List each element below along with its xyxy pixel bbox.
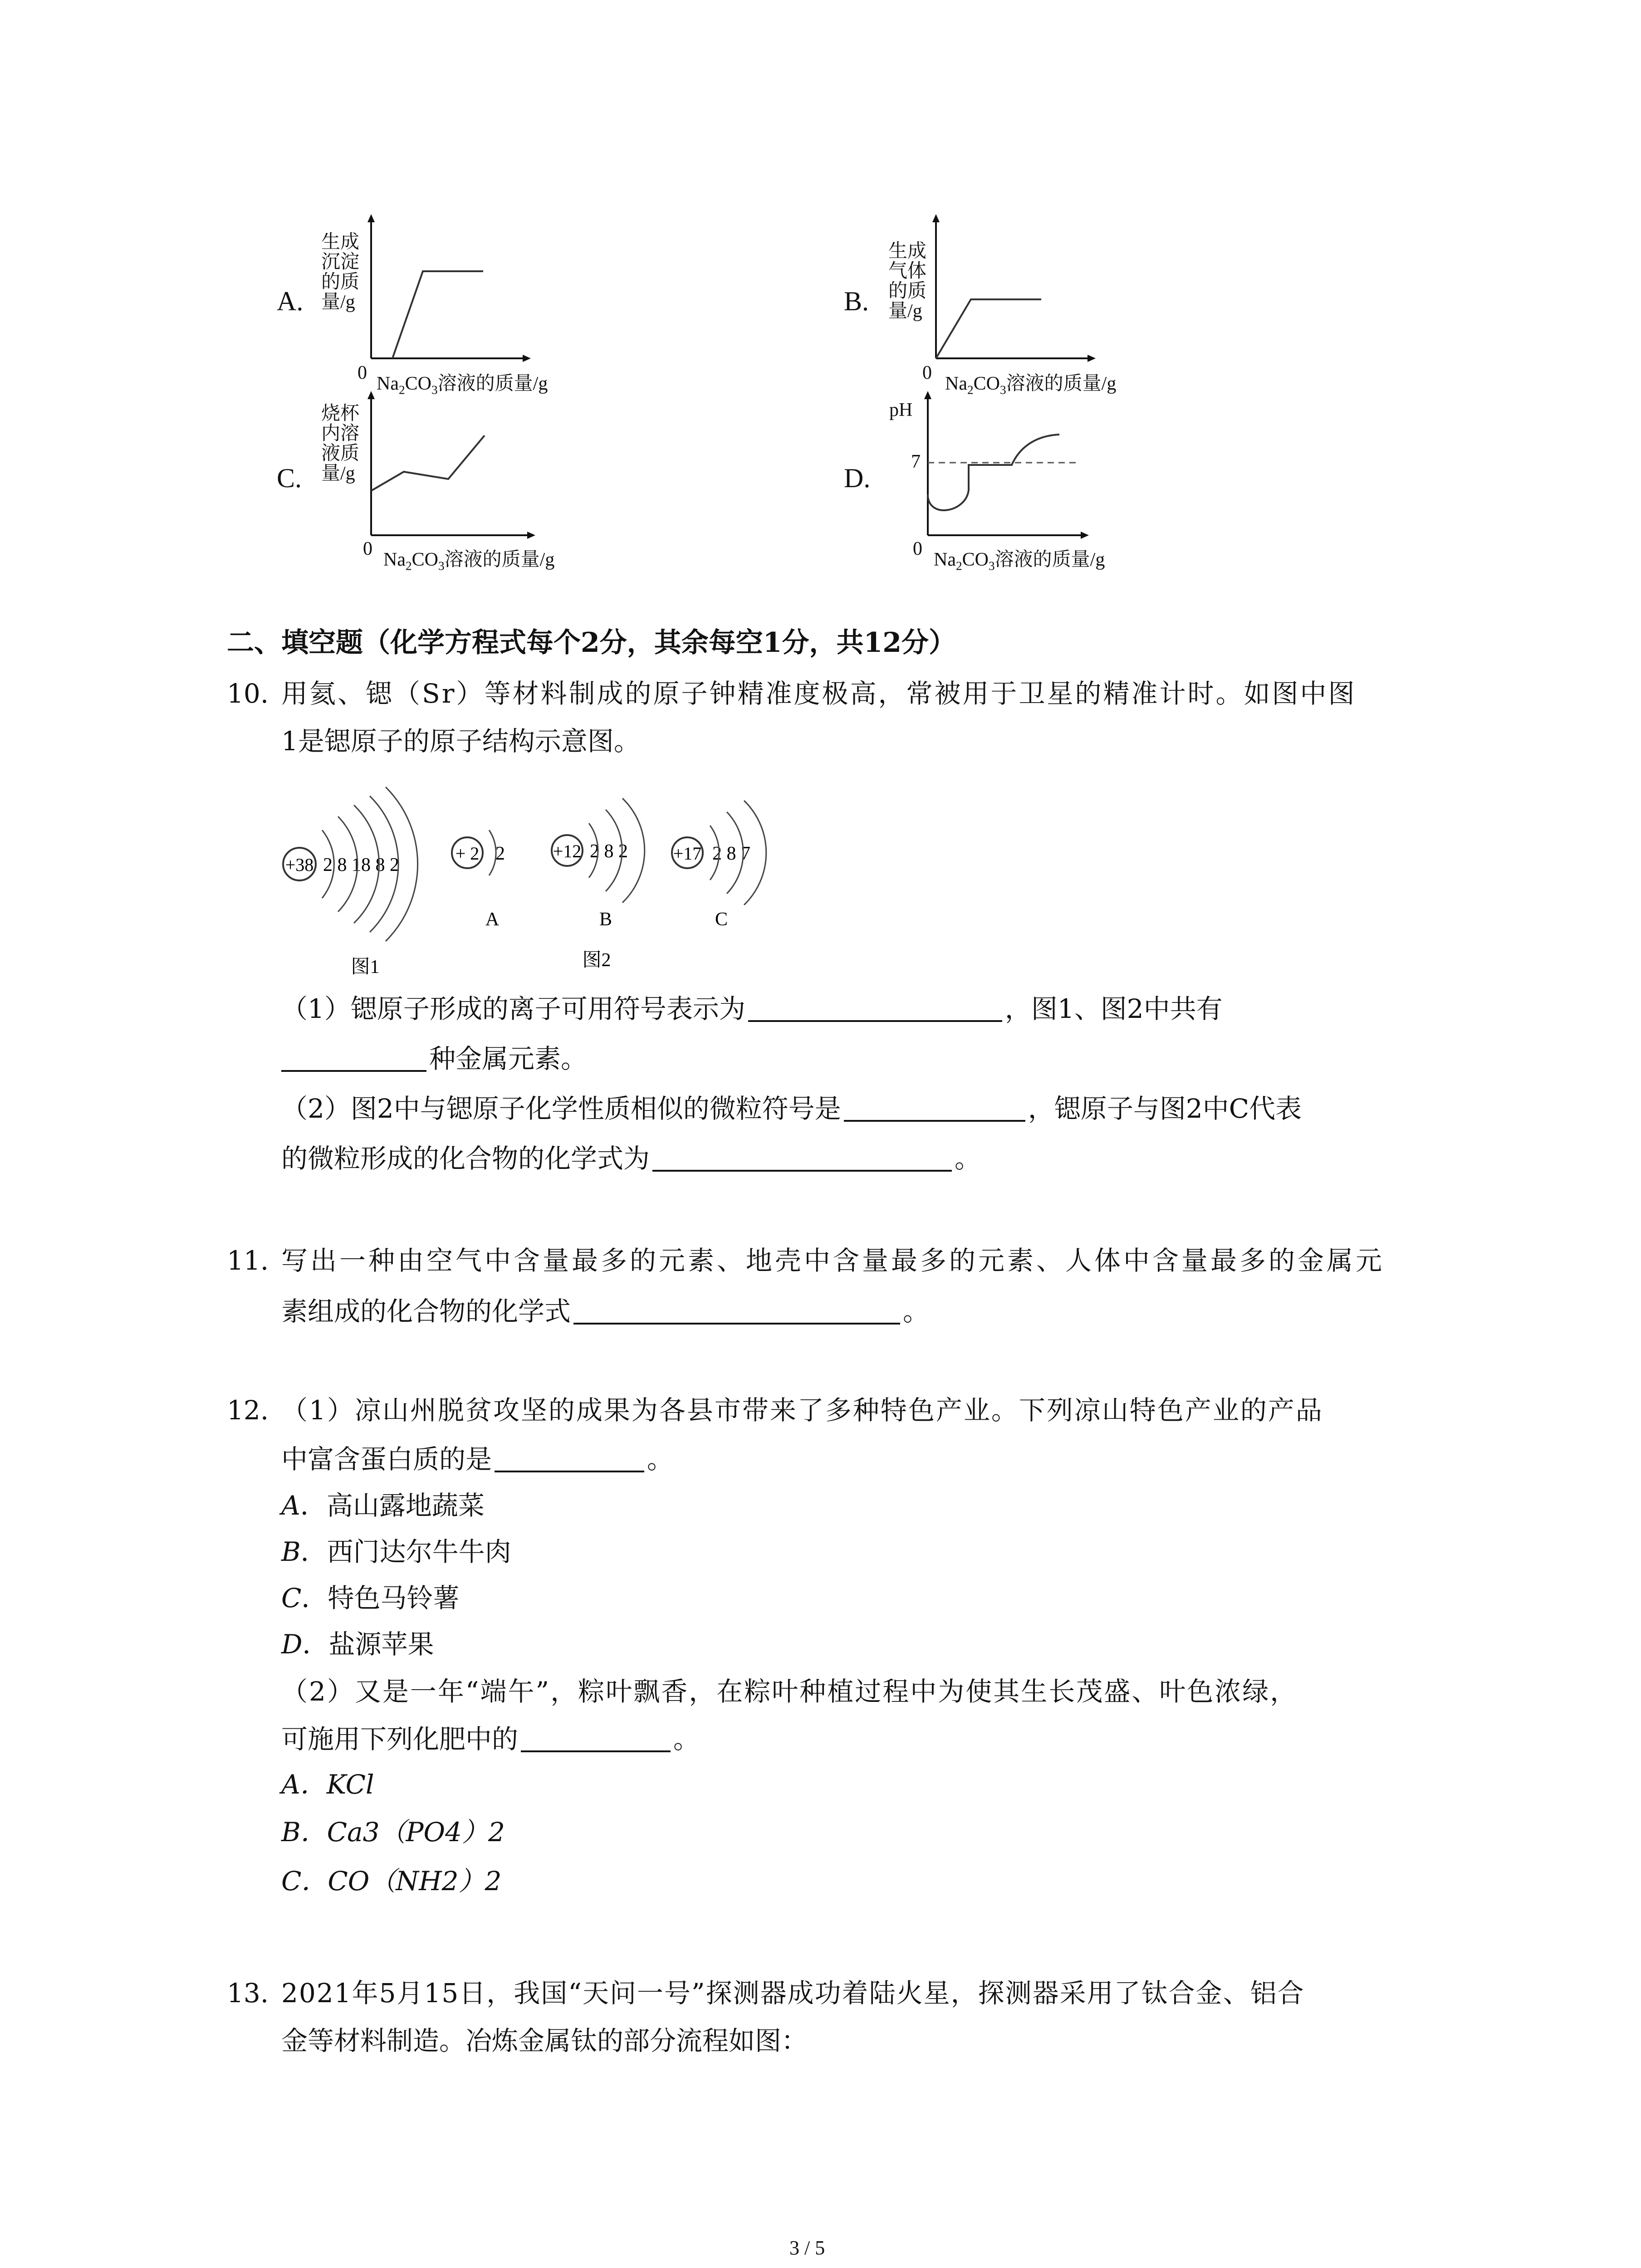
- option-key: B: [281, 1817, 301, 1848]
- graph-d-ylabel: pH: [889, 400, 913, 420]
- q10-blank-3[interactable]: [844, 1096, 1025, 1122]
- q10-part1-row: [281, 993, 1223, 1024]
- graph-b-origin: 0: [922, 362, 932, 383]
- q12-option-c: [281, 1585, 459, 1611]
- ylabel-line: 的质: [321, 272, 360, 293]
- q10-p1b: ，图1、图2中共有: [1004, 993, 1223, 1024]
- q10-p2b: ，锶原子与图2中C代表: [1028, 1093, 1302, 1124]
- q12-option-b: [281, 1536, 511, 1567]
- xlabel-text: 溶液的质量/g: [444, 549, 555, 570]
- atom-diagrams: [272, 767, 771, 984]
- atom-c-shells: 2 8 7: [712, 843, 750, 864]
- option-key: A: [281, 1769, 300, 1800]
- ylabel-line: 生成: [321, 232, 360, 253]
- ylabel-line: 液质: [321, 443, 360, 464]
- option-key: B: [281, 1536, 301, 1567]
- option-text: ．CO（NH2）2: [301, 1866, 502, 1897]
- q12-line2b: 。: [647, 1444, 674, 1475]
- option-text: ．Ca3（PO4）2: [300, 1817, 505, 1848]
- atom-a-label: A: [485, 909, 500, 930]
- atom-a-shells: 2: [495, 843, 505, 864]
- q10-p2d: 。: [955, 1143, 981, 1174]
- q11-line2a: 素组成的化合物的化学式: [281, 1296, 571, 1327]
- graph-a-plot: [254, 204, 581, 395]
- q12-p2line2a: 可施用下列化肥中的: [281, 1724, 519, 1755]
- q10-blank-2[interactable]: [281, 1046, 426, 1072]
- section-heading: 二、填空题（化学方程式每个2分，其余每空1分，共12分）: [227, 627, 956, 659]
- ylabel-line: 沉淀: [321, 252, 360, 273]
- q12-number: 12.: [227, 1395, 269, 1426]
- sr-nucleus: +38: [285, 855, 314, 875]
- graph-a-origin: 0: [358, 362, 367, 383]
- q12-blank-2[interactable]: [521, 1727, 671, 1752]
- xlabel-na: Na: [945, 373, 967, 394]
- option-key: D: [281, 1629, 303, 1660]
- q13-line1: 2021年5月15日，我国“天问一号”探测器成功着陆火星，探测器采用了钛合金、铝合: [281, 1978, 1305, 2009]
- q12-line1: （1）凉山州脱贫攻坚的成果为各县市带来了多种特色产业。下列凉山特色产业的产品: [281, 1395, 1323, 1426]
- q10-line1: 用氦、锶（Sr）等材料制成的原子钟精准度极高，常被用于卫星的精准计时。如图中图: [281, 678, 1357, 709]
- option-text: ．盐源苹果: [302, 1629, 434, 1660]
- sr-atom: [283, 787, 418, 978]
- ylabel-line: 内溶: [321, 423, 360, 444]
- q13-number: 13.: [227, 1978, 269, 2009]
- ylabel-line: 气体: [888, 261, 927, 282]
- q11-line2: [281, 1298, 929, 1325]
- q10-p2c: 的微粒形成的化合物的化学式为: [281, 1143, 650, 1174]
- q12-part2-line1: （2）又是一年“端午”，粽叶飘香，在粽叶种植过程中为使其生长茂盛、叶色浓绿，: [281, 1676, 1298, 1707]
- xlabel-na: Na: [383, 549, 406, 570]
- sr-shells: 2 8 18 8 2: [323, 855, 399, 875]
- q11-number: 11.: [227, 1245, 269, 1276]
- ylabel-line: 生成: [888, 241, 927, 262]
- graph-d-xlabel: $Na_2CO_3$溶液的质量/g: [934, 549, 1105, 573]
- graph-b-plot: [817, 204, 1143, 395]
- q12-blank-1[interactable]: [495, 1447, 644, 1472]
- q11-line2b: 。: [903, 1296, 930, 1327]
- xlabel-text: 溶液的质量/g: [437, 373, 548, 394]
- option-key: C: [281, 1866, 302, 1897]
- q11-line1: 写出一种由空气中含量最多的元素、地壳中含量最多的元素、人体中含量最多的金属元: [281, 1245, 1385, 1276]
- q10-blank-4[interactable]: [652, 1146, 952, 1172]
- q10-blank-1[interactable]: [748, 997, 1002, 1022]
- graph-c-letter: C.: [277, 463, 302, 493]
- graph-c: [254, 390, 581, 581]
- graph-a: [254, 204, 581, 395]
- atom-b-label: B: [599, 909, 612, 930]
- q10-line2: 1是锶原子的原子结构示意图。: [281, 726, 640, 757]
- option-key: C: [281, 1583, 302, 1613]
- q12-option-d: [281, 1629, 434, 1660]
- atom-b-shells: 2 8 2: [590, 841, 628, 862]
- atom-c-label: C: [715, 909, 728, 930]
- atom-c: [672, 801, 766, 930]
- ylabel-line: 量/g: [321, 463, 355, 484]
- option-text: ．西门达尔牛牛肉: [300, 1536, 511, 1567]
- ylabel-line: 量/g: [321, 292, 355, 313]
- atom-a: [452, 830, 505, 930]
- option-text: ．高山露地蔬菜: [300, 1490, 485, 1521]
- graph-d-letter: D.: [844, 463, 871, 493]
- graph-d-ph7: 7: [911, 451, 921, 472]
- option-text: ．KCl: [300, 1769, 374, 1800]
- ylabel-line: 量/g: [888, 301, 922, 322]
- q10-p2a: （2）图2中与锶原子化学性质相似的微粒符号是: [281, 1093, 841, 1124]
- q12-option2-b: [281, 1817, 505, 1848]
- q12-line2a: 中富含蛋白质的是: [281, 1444, 492, 1475]
- q12-part2-line2: [281, 1724, 700, 1755]
- xlabel-text: 溶液的质量/g: [1006, 373, 1117, 394]
- graph-a-xlabel: $Na_2CO_3$溶液的质量/g: [377, 373, 548, 397]
- q10-p1c: 种金属元素。: [429, 1043, 588, 1074]
- q10-part2-row2: [281, 1145, 981, 1172]
- atom-b: [552, 798, 645, 971]
- atom-c-nucleus: +17: [673, 843, 702, 864]
- atom-a-nucleus: + 2: [455, 843, 480, 864]
- q10-number: 10.: [227, 678, 269, 709]
- atom-b-nucleus: +12: [553, 841, 582, 861]
- q11-blank[interactable]: [573, 1299, 900, 1325]
- option-text: ．特色马铃薯: [301, 1583, 460, 1613]
- fig1-caption: 图1: [351, 957, 380, 978]
- graph-b-xlabel: $Na_2CO_3$溶液的质量/g: [945, 373, 1117, 397]
- xlabel-text: 溶液的质量/g: [994, 549, 1105, 570]
- graph-d-origin: 0: [913, 538, 922, 559]
- graph-c-origin: 0: [363, 538, 372, 559]
- option-key: A: [281, 1490, 300, 1521]
- q12-option2-a: [281, 1771, 374, 1798]
- q12-option-a: [281, 1492, 485, 1519]
- graph-c-xlabel: $Na_2CO_3$溶液的质量/g: [383, 549, 555, 573]
- q10-part2-row: [281, 1095, 1302, 1122]
- q12-line2: [281, 1444, 674, 1475]
- q12-p2line2b: 。: [673, 1724, 700, 1755]
- graph-b-letter: B.: [844, 286, 869, 316]
- xlabel-na: Na: [377, 373, 399, 394]
- graph-a-letter: A.: [277, 286, 304, 316]
- q13-line2: 金等材料制造。冶炼金属钛的部分流程如图：: [281, 2025, 808, 2056]
- ylabel-line: 烧杯: [321, 403, 360, 424]
- q12-option2-c: [281, 1866, 502, 1897]
- fig2-caption: 图2: [582, 950, 611, 971]
- page-number: 3 / 5: [789, 2237, 825, 2259]
- q10-p1a: （1）锶原子形成的离子可用符号表示为: [281, 993, 745, 1024]
- graph-d: [817, 390, 1143, 581]
- xlabel-na: Na: [934, 549, 956, 570]
- q10-part1-row2: [281, 1043, 588, 1074]
- ylabel-line: 的质: [888, 281, 927, 302]
- graph-b: [817, 204, 1143, 395]
